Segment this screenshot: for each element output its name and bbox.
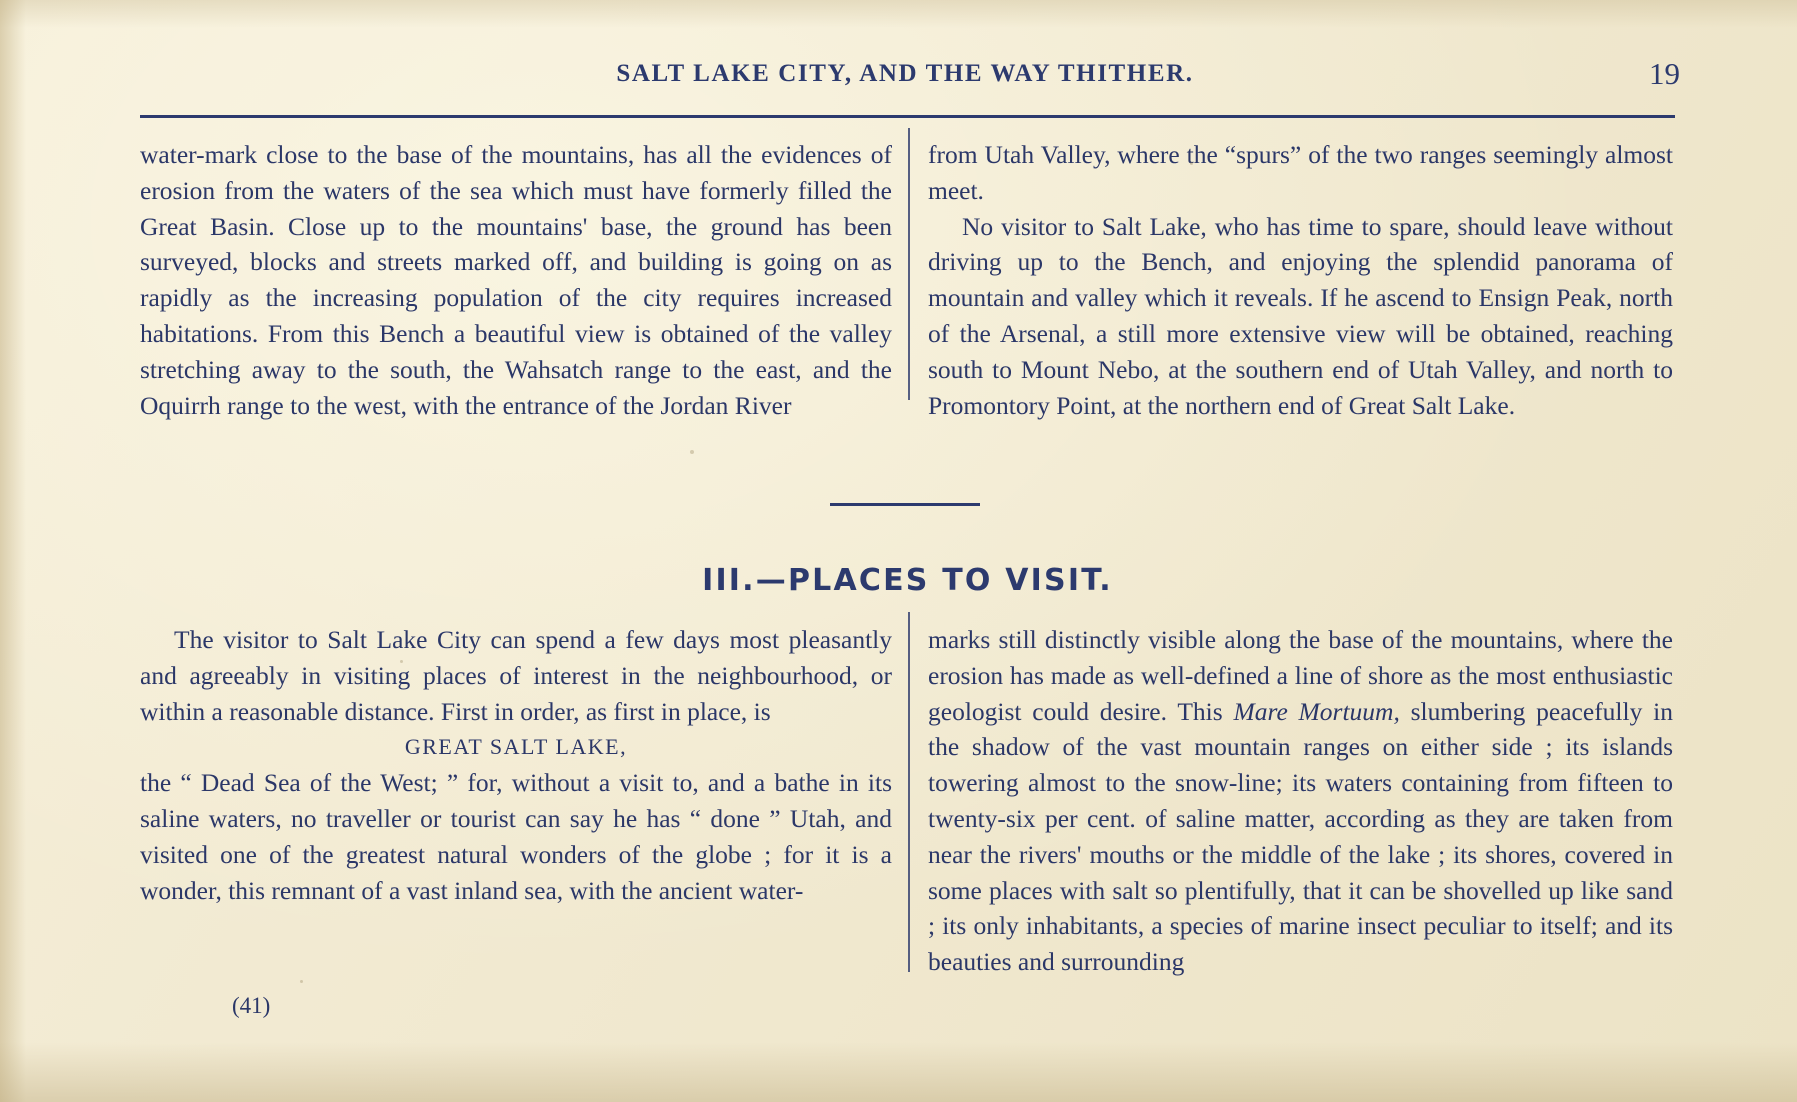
- body-right-text-post: slumbering peacefully in the shadow of the vast mountain ranges on either side ; its islands towering almost to the snow-line; its waters containing from fifteen to twenty-six per cent. of saline matter, according as they are taken from near the rivers' mouths or the middle of the lake ; its shores, covered in some places with salt so plentifully, that it can be shovelled up like sand ; its only inhabitants, a species of marine insect peculiar to itself; and its beauties and surrounding: [928, 696, 1673, 977]
- running-head: [140, 56, 1680, 94]
- paper-speck: [300, 980, 303, 983]
- page-number: 19: [1649, 56, 1680, 91]
- section-divider-rule: [830, 503, 980, 506]
- body-left-paragraph-2: the “ Dead Sea of the West; ” for, without a visit to, and a bathe in its saline waters, no traveller or tourist can say he has “ done ” Utah, and visited one of the greatest natural wonders of the globe ; for it is a wonder, this remnant of a vast inland sea, with the ancient water-: [140, 768, 892, 905]
- body-left-paragraph-1: The visitor to Salt Lake City can spend a few days most pleasantly and agreeably in visiting places of interest in the neighbourhood, or within a reasonable distance. First in order, as first in place, is: [140, 625, 892, 726]
- body-right-text-pre: marks still distinctly visible along the base of the mountains, where the erosion has made as well-defined a line of shore as the most enthusiastic geologist could desire. This: [928, 625, 1673, 726]
- section-heading: III.—PLACES TO VISIT.: [702, 563, 1113, 598]
- subheading-great-salt-lake: GREAT SALT LAKE,: [404, 734, 628, 760]
- top-right-paragraph-2: No visitor to Salt Lake, who has time to spare, should leave without driving up to the Bench, and enjoying the splendid panorama of mountain and valley which it reveals. If he ascend to Ensign Peak, north of the Arsenal, a still more extensive view will be obtained, reaching south to Mount Nebo, at the southern end of Utah Valley, and north to Promontory Point, at the northern end of Great Salt Lake.: [928, 211, 1673, 420]
- running-title: SALT LAKE CITY, AND THE WAY THITHER.: [616, 60, 1194, 87]
- paper-edge-bottom: [0, 1042, 1797, 1102]
- body-left-column: [140, 622, 892, 908]
- signature-mark: (41): [232, 993, 271, 1018]
- paper-speck: [690, 450, 694, 454]
- column-divider-bottom: [908, 612, 910, 972]
- top-left-paragraph: water-mark close to the base of the mountains, has all the evidences of erosion from the waters of the sea which must have formerly filled the Great Basin. Close up to the mountains' base, the ground has been surveyed, blocks and streets marked off, and building is going on as rapidly as the increasing population of the city requires increased habitations. From this Bench a beautiful view is obtained of the valley stretching away to the south, the Wahsatch range to the east, and the Oquirrh range to the west, with the entrance of the Jordan River: [140, 140, 892, 420]
- paper-edge-left: [0, 0, 26, 1102]
- body-right-paragraph: [928, 622, 1673, 980]
- header-rule: [140, 115, 1675, 118]
- body-right-column: [928, 622, 1673, 980]
- top-left-column: [140, 137, 892, 423]
- latin-phrase-mare-mortuum: Mare Mortuum,: [1233, 696, 1400, 726]
- top-right-column: [928, 137, 1673, 423]
- column-divider-top: [908, 128, 910, 400]
- paper-edge-top: [0, 0, 1797, 28]
- top-right-paragraph-1: from Utah Valley, where the “spurs” of the two ranges seemingly almost meet.: [928, 140, 1673, 205]
